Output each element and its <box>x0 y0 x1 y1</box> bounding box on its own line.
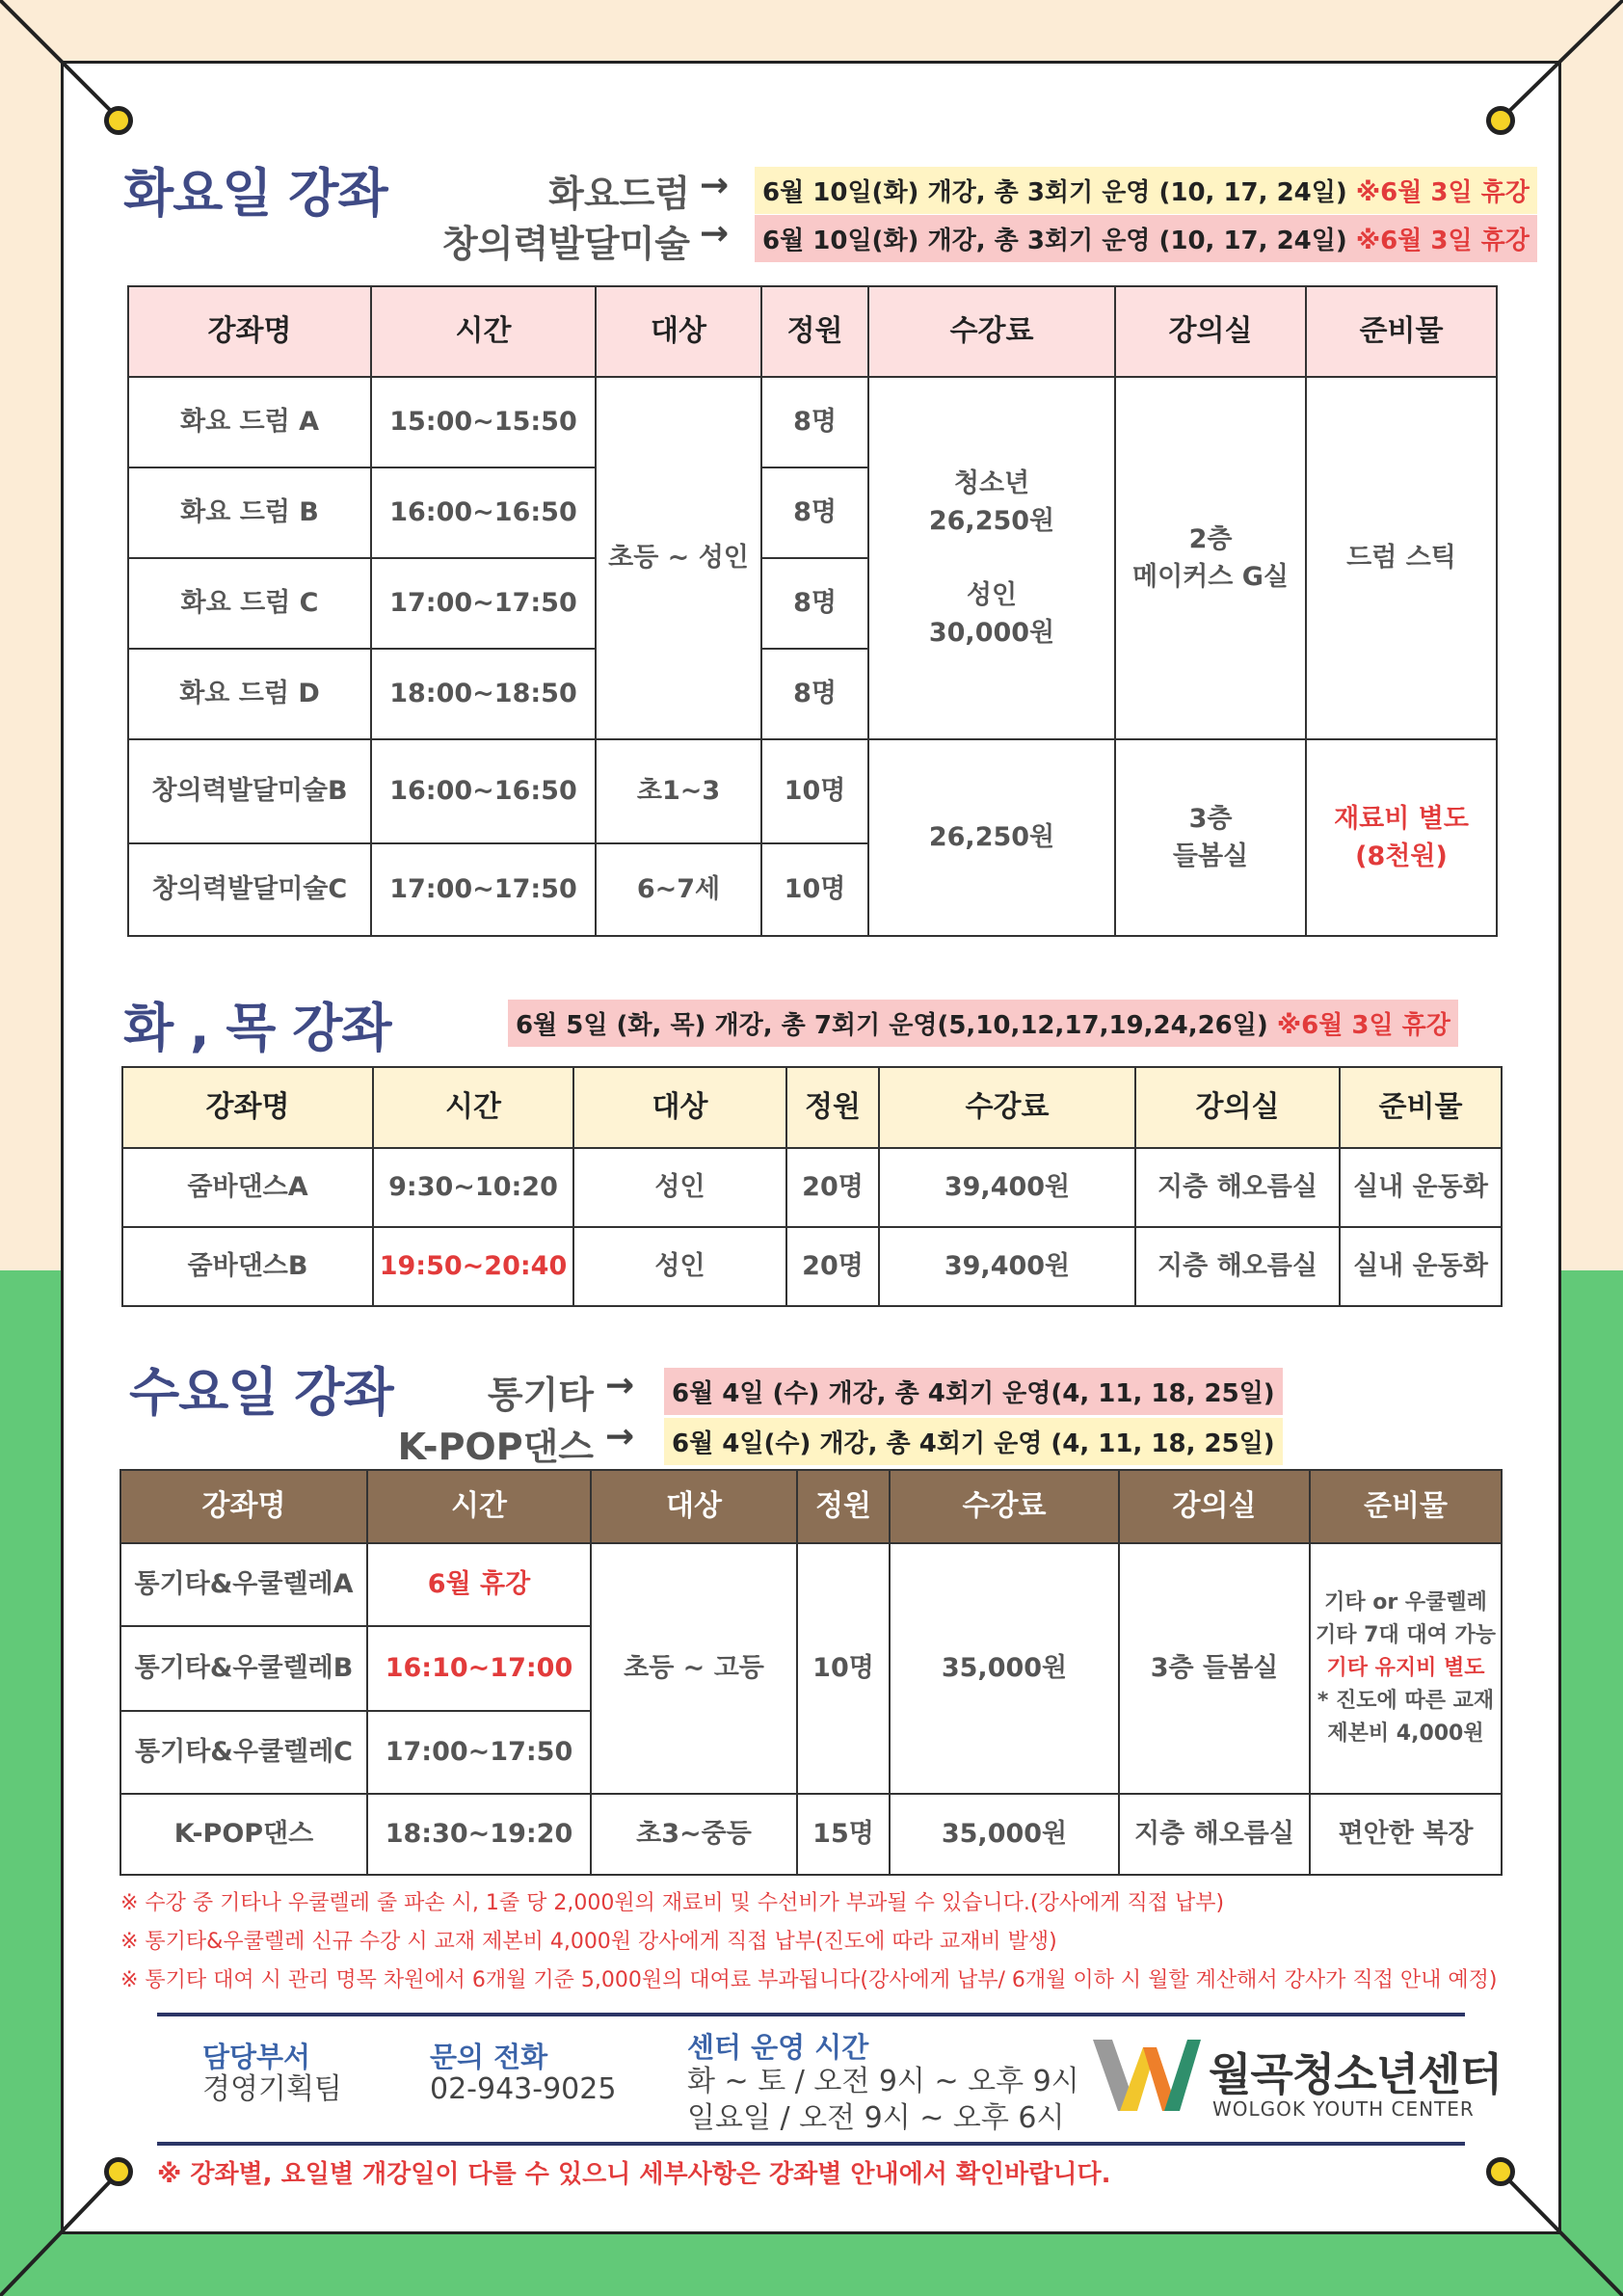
divider-bottom <box>157 2142 1465 2146</box>
course-name: K-POP댄스 <box>120 1794 367 1875</box>
arrow-icon: → <box>700 166 730 205</box>
course-time: 6월 휴강 <box>367 1543 591 1626</box>
course-room: 지층 해오름실 <box>1119 1794 1310 1875</box>
course-capacity: 20명 <box>786 1227 879 1306</box>
course-supplies: 편안한 복장 <box>1310 1794 1502 1875</box>
arrow-icon: → <box>605 1366 635 1405</box>
course-fee: 39,400원 <box>879 1148 1135 1227</box>
course-supplies: 실내 운동화 <box>1340 1227 1502 1306</box>
header-cell: 수강료 <box>868 286 1115 377</box>
course-room: 지층 해오름실 <box>1135 1148 1340 1227</box>
course-capacity: 10명 <box>761 739 868 843</box>
tuesday-course-name-1: 화요드럼 <box>548 173 690 215</box>
header-cell: 대상 <box>591 1470 797 1543</box>
course-supplies <box>1306 739 1497 936</box>
course-time: 18:30~19:20 <box>367 1794 591 1875</box>
course-target: 초3~중등 <box>591 1794 797 1875</box>
course-room: 지층 해오름실 <box>1135 1227 1340 1306</box>
bottom-note: ※ 강좌별, 요일별 개강일이 다를 수 있으니 세부사항은 강좌별 안내에서 확인바랍니다. <box>157 2160 1111 2189</box>
logo-name: 월곡청소년센터 <box>1209 2048 1503 2100</box>
wednesday-notice-2 <box>664 1418 1283 1465</box>
footnote: ※ 통기타&우쿨렐레 신규 수강 시 교재 제본비 4,000원 강사에게 직접 납부(진도에 따라 교재비 발생) <box>120 1930 1057 1954</box>
wednesday-course-name-1: 통기타 <box>487 1374 594 1416</box>
pin-icon <box>104 106 133 135</box>
header-cell: 정원 <box>786 1067 879 1148</box>
room-line: 2층 <box>1188 523 1233 554</box>
course-target: 6~7세 <box>596 843 761 936</box>
course-target: 성인 <box>573 1148 786 1227</box>
course-name: 줌바댄스B <box>122 1227 373 1306</box>
phone-value: 02-943-9025 <box>430 2072 617 2106</box>
course-capacity: 8명 <box>761 467 868 558</box>
tuesday-notice-1 <box>755 167 1537 214</box>
header-cell: 강좌명 <box>120 1470 367 1543</box>
arrow-icon: → <box>605 1417 635 1456</box>
tuesday-title: 화요일 강좌 <box>123 163 387 224</box>
table-row <box>128 377 1497 467</box>
course-target: 성인 <box>573 1227 786 1306</box>
dept-value: 경영기획팀 <box>202 2072 342 2106</box>
course-capacity: 8명 <box>761 649 868 739</box>
table-row <box>122 1148 1502 1227</box>
course-name: 화요 드럼 B <box>128 467 371 558</box>
tue-thu-notice <box>508 1000 1458 1047</box>
table-row <box>120 1794 1502 1875</box>
course-time: 16:00~16:50 <box>371 739 596 843</box>
course-name: 줌바댄스A <box>122 1148 373 1227</box>
course-target: 초등 ~ 고등 <box>591 1543 797 1794</box>
divider-top <box>157 2013 1465 2016</box>
header-cell: 강의실 <box>1135 1067 1340 1148</box>
supplies-line: 기타 7대 대여 가능 <box>1315 1622 1497 1647</box>
course-room: 3층 들봄실 <box>1119 1543 1310 1794</box>
wednesday-notice-1 <box>664 1368 1283 1415</box>
pin-icon <box>1486 106 1515 135</box>
header-cell: 강좌명 <box>128 286 371 377</box>
course-time: 19:50~20:40 <box>373 1227 573 1306</box>
notice-text: 6월 5일 (화, 목) 개강, 총 7회기 운영(5,10,12,17,19,24,26일) <box>516 1011 1268 1040</box>
course-name: 통기타&우쿨렐레C <box>120 1711 367 1794</box>
header-cell: 대상 <box>573 1067 786 1148</box>
logo-subtitle: WOLGOK YOUTH CENTER <box>1212 2097 1475 2121</box>
course-supplies: 실내 운동화 <box>1340 1148 1502 1227</box>
header-cell: 시간 <box>373 1067 573 1148</box>
supplies-line: 기타 or 우쿨렐레 <box>1324 1589 1487 1615</box>
room-line: 들봄실 <box>1172 841 1249 871</box>
header-cell: 준비물 <box>1340 1067 1502 1148</box>
course-name: 화요 드럼 A <box>128 377 371 467</box>
course-target: 초1~3 <box>596 739 761 843</box>
course-capacity: 8명 <box>761 377 868 467</box>
header-cell: 정원 <box>797 1470 890 1543</box>
course-capacity: 15명 <box>797 1794 890 1875</box>
course-capacity: 10명 <box>797 1543 890 1794</box>
course-time: 15:00~15:50 <box>371 377 596 467</box>
fee-youth-label: 청소년 <box>953 467 1030 498</box>
wednesday-title: 수요일 강좌 <box>129 1362 393 1423</box>
phone-label: 문의 전화 <box>430 2041 548 2073</box>
header-cell: 강의실 <box>1119 1470 1310 1543</box>
course-fee: 35,000원 <box>890 1543 1119 1794</box>
course-time: 16:10~17:00 <box>367 1626 591 1711</box>
dept-label: 담당부서 <box>202 2041 311 2073</box>
supplies-line: 제본비 4,000원 <box>1327 1722 1484 1747</box>
table-row <box>128 739 1497 843</box>
notice-text: 6월 10일(화) 개강, 총 3회기 운영 (10, 17, 24일) <box>762 178 1347 207</box>
notice-closed: ※6월 3일 휴강 <box>1355 227 1530 255</box>
notice-text: 6월 4일 (수) 개강, 총 4회기 운영(4, 11, 18, 25일) <box>672 1379 1275 1408</box>
supplies-line: (8천원) <box>1355 841 1448 871</box>
tuesday-table <box>127 285 1498 937</box>
course-fee: 39,400원 <box>879 1227 1135 1306</box>
header-cell: 강의실 <box>1115 286 1306 377</box>
tue-thu-table <box>121 1066 1503 1307</box>
course-capacity: 10명 <box>761 843 868 936</box>
course-time: 17:00~17:50 <box>371 843 596 936</box>
course-name: 화요 드럼 D <box>128 649 371 739</box>
pin-icon <box>104 2157 133 2186</box>
header-cell: 수강료 <box>890 1470 1119 1543</box>
wednesday-course-name-2: K-POP댄스 <box>397 1426 594 1468</box>
header-cell: 시간 <box>367 1470 591 1543</box>
course-name: 통기타&우쿨렐레A <box>120 1543 367 1626</box>
fee-youth: 26,250원 <box>928 505 1055 536</box>
arrow-icon: → <box>700 214 730 254</box>
course-name: 화요 드럼 C <box>128 558 371 649</box>
hours-label: 센터 운영 시간 <box>687 2031 869 2064</box>
course-time: 17:00~17:50 <box>367 1711 591 1794</box>
notice-text: 6월 4일(수) 개강, 총 4회기 운영 (4, 11, 18, 25일) <box>672 1429 1275 1458</box>
logo-icon <box>1087 2034 1203 2117</box>
supplies-line: * 진도에 따른 교재 <box>1317 1689 1495 1714</box>
course-name: 통기타&우쿨렐레B <box>120 1626 367 1711</box>
hours-line-2: 일요일 / 오전 9시 ~ 오후 6시 <box>687 2101 1065 2135</box>
course-supplies <box>1310 1543 1502 1794</box>
header-cell: 정원 <box>761 286 868 377</box>
table-row <box>120 1543 1502 1626</box>
course-supplies: 드럼 스틱 <box>1306 377 1497 739</box>
hours-line-1: 화 ~ 토 / 오전 9시 ~ 오후 9시 <box>687 2065 1079 2098</box>
header-cell: 강좌명 <box>122 1067 373 1148</box>
tue-thu-title: 화 , 목 강좌 <box>123 998 391 1058</box>
course-time: 9:30~10:20 <box>373 1148 573 1227</box>
course-name: 창의력발달미술C <box>128 843 371 936</box>
footnotes <box>120 1884 1497 2000</box>
pin-icon <box>1486 2157 1515 2186</box>
footnote: ※ 통기타 대여 시 관리 명목 차원에서 6개월 기준 5,000원의 대여료 부과됩니다(강사에게 납부/ 6개월 이하 시 월할 계산해서 강사가 직접 안내 예정) <box>120 1968 1498 1992</box>
room-line: 3층 <box>1188 803 1233 834</box>
notice-closed: ※6월 3일 휴강 <box>1355 178 1530 207</box>
supplies-line: 재료비 별도 <box>1334 803 1469 834</box>
course-room <box>1115 739 1306 936</box>
fee-adult-label: 성인 <box>966 580 1018 610</box>
course-room <box>1115 377 1306 739</box>
wednesday-table <box>120 1469 1503 1876</box>
notice-text: 6월 10일(화) 개강, 총 3회기 운영 (10, 17, 24일) <box>762 227 1347 255</box>
header-cell: 수강료 <box>879 1067 1135 1148</box>
course-name: 창의력발달미술B <box>128 739 371 843</box>
tuesday-notice-2 <box>755 215 1537 262</box>
header-cell: 대상 <box>596 286 761 377</box>
footnote: ※ 수강 중 기타나 우쿨렐레 줄 파손 시, 1줄 당 2,000원의 재료비 및 수선비가 부과될 수 있습니다.(강사에게 직접 납부) <box>120 1891 1225 1915</box>
supplies-line: 기타 유지비 별도 <box>1326 1655 1485 1680</box>
course-time: 18:00~18:50 <box>371 649 596 739</box>
header-cell: 준비물 <box>1310 1470 1502 1543</box>
course-capacity: 8명 <box>761 558 868 649</box>
course-target: 초등 ~ 성인 <box>596 377 761 739</box>
room-line: 메이커스 G실 <box>1132 562 1289 592</box>
course-fee <box>868 377 1115 739</box>
course-capacity: 20명 <box>786 1148 879 1227</box>
course-time: 17:00~17:50 <box>371 558 596 649</box>
header-cell: 시간 <box>371 286 596 377</box>
course-fee: 26,250원 <box>868 739 1115 936</box>
course-fee: 35,000원 <box>890 1794 1119 1875</box>
fee-adult: 30,000원 <box>928 618 1055 649</box>
header-cell: 준비물 <box>1306 286 1497 377</box>
course-time: 16:00~16:50 <box>371 467 596 558</box>
notice-closed: ※6월 3일 휴강 <box>1276 1011 1450 1040</box>
table-row <box>122 1227 1502 1306</box>
tuesday-course-name-2: 창의력발달미술 <box>442 223 690 265</box>
